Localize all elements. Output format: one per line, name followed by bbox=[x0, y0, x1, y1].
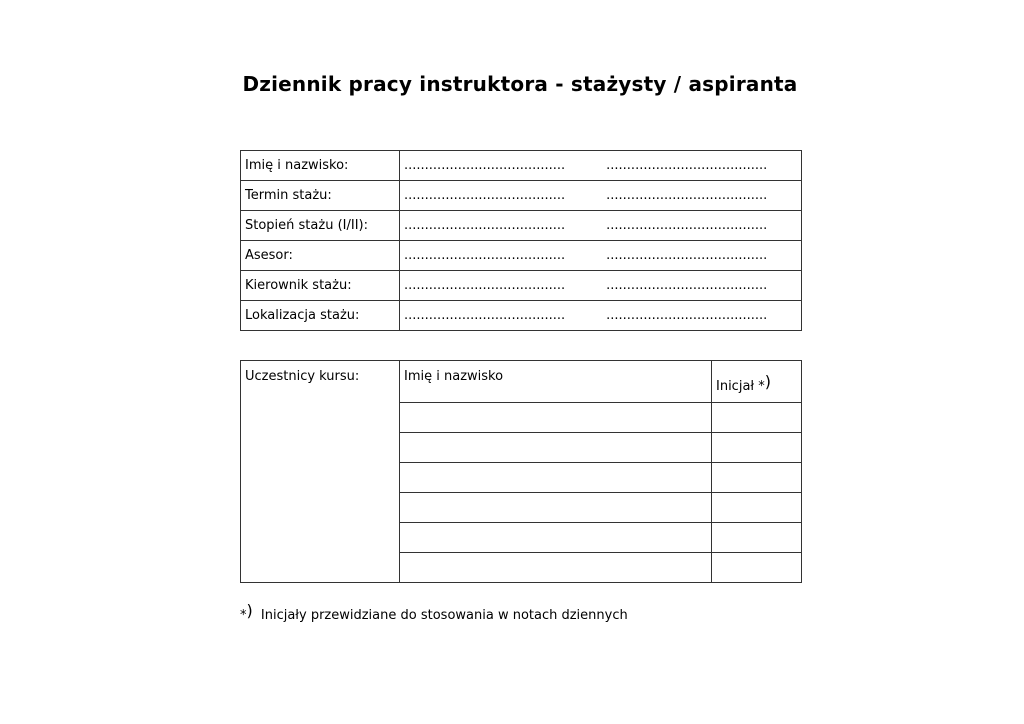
participants-label: Uczestnicy kursu: bbox=[241, 361, 400, 583]
info-table bbox=[240, 150, 802, 331]
info-label: Kierownik stażu: bbox=[241, 271, 400, 301]
info-label: Termin stażu: bbox=[241, 181, 400, 211]
info-row-level bbox=[241, 211, 802, 241]
info-field-2[interactable]: ....................................... bbox=[606, 278, 768, 293]
participant-initial-cell[interactable] bbox=[712, 553, 802, 583]
info-label: Asesor: bbox=[241, 241, 400, 271]
participants-table bbox=[240, 360, 802, 583]
initial-header-text: Inicjał bbox=[716, 379, 755, 394]
info-field-1[interactable]: ....................................... bbox=[404, 218, 566, 233]
info-field-2[interactable]: ....................................... bbox=[606, 218, 768, 233]
column-header-initial bbox=[712, 361, 802, 403]
participant-name-cell[interactable] bbox=[400, 463, 712, 493]
participant-name-cell[interactable] bbox=[400, 493, 712, 523]
participant-initial-cell[interactable] bbox=[712, 403, 802, 433]
info-field-1[interactable]: ....................................... bbox=[404, 158, 566, 173]
document-title: Dziennik pracy instruktora - stażysty / aspiranta bbox=[242, 72, 798, 96]
info-field-2[interactable]: ....................................... bbox=[606, 248, 768, 263]
info-label: Imię i nazwisko: bbox=[241, 151, 400, 181]
footnote-paren: ) bbox=[246, 601, 253, 620]
info-fields bbox=[400, 301, 802, 331]
info-field-1[interactable]: ....................................... bbox=[404, 278, 566, 293]
info-fields bbox=[400, 181, 802, 211]
footnote bbox=[240, 601, 628, 623]
participant-name-cell[interactable] bbox=[400, 553, 712, 583]
asterisk-mark: * bbox=[758, 379, 765, 394]
participant-name-cell[interactable] bbox=[400, 523, 712, 553]
info-row-name bbox=[241, 151, 802, 181]
participant-initial-cell[interactable] bbox=[712, 493, 802, 523]
info-field-1[interactable]: ....................................... bbox=[404, 308, 566, 323]
info-field-2[interactable]: ....................................... bbox=[606, 188, 768, 203]
info-field-1[interactable]: ....................................... bbox=[404, 188, 566, 203]
info-row-location bbox=[241, 301, 802, 331]
info-field-1[interactable]: ....................................... bbox=[404, 248, 566, 263]
info-field-2[interactable]: ....................................... bbox=[606, 158, 768, 173]
info-fields bbox=[400, 271, 802, 301]
participants-header-row bbox=[241, 361, 802, 403]
participant-initial-cell[interactable] bbox=[712, 523, 802, 553]
info-fields bbox=[400, 151, 802, 181]
column-header-name: Imię i nazwisko bbox=[400, 361, 712, 403]
info-label: Lokalizacja stażu: bbox=[241, 301, 400, 331]
info-fields bbox=[400, 241, 802, 271]
participant-name-cell[interactable] bbox=[400, 403, 712, 433]
info-row-term bbox=[241, 181, 802, 211]
footnote-asterisk: * bbox=[240, 608, 247, 623]
info-row-assessor bbox=[241, 241, 802, 271]
info-label: Stopień stażu (I/II): bbox=[241, 211, 400, 241]
footnote-text: Inicjały przewidziane do stosowania w notach dziennych bbox=[260, 608, 628, 623]
info-field-2[interactable]: ....................................... bbox=[606, 308, 768, 323]
paren-mark: ) bbox=[764, 372, 771, 391]
participant-name-cell[interactable] bbox=[400, 433, 712, 463]
participant-initial-cell[interactable] bbox=[712, 463, 802, 493]
info-row-supervisor bbox=[241, 271, 802, 301]
info-fields bbox=[400, 211, 802, 241]
participant-initial-cell[interactable] bbox=[712, 433, 802, 463]
